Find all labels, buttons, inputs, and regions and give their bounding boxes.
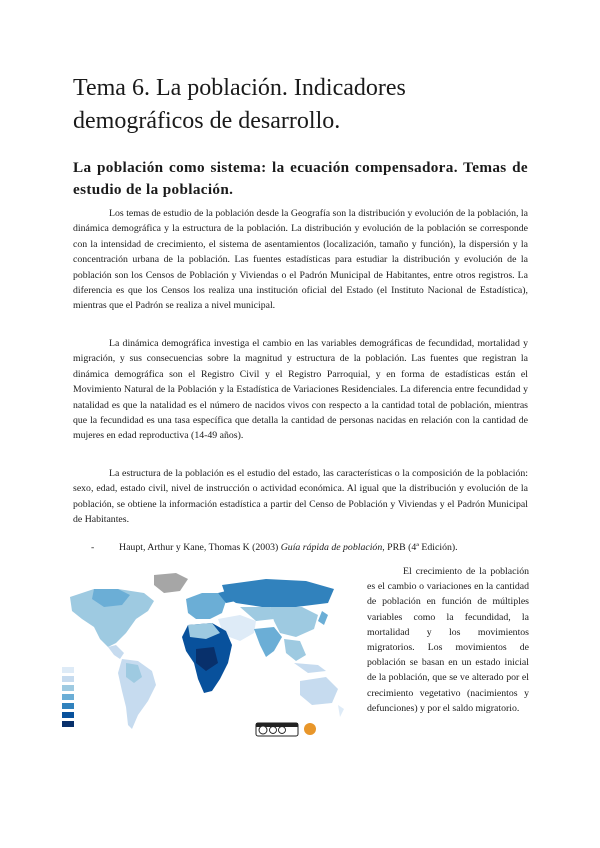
section-subtitle: La población como sistema: la ecuación compensadora. Temas de estudio de la población. [73, 159, 528, 198]
reference-publisher: , PRB (4ª Edición). [382, 542, 458, 553]
publisher-logo [304, 723, 316, 735]
reference-bullet: - [91, 542, 95, 553]
paragraph-distribution: Los temas de estudio de la población desde la Geografía son la distribución y evolución de la población, la dinámica demográfica y la estructura de la población. La distribución y evolución de la población se corresponde con la intensidad de crecimiento, el sistema de asentamientos (localización, tamaño y función), la dispersión y la concentración urbana de la población. Las fuentes estadísticas para estudiar la distribución y evolución de la población son los Censos de Población y Viviendas o el Padrón Municipal de Habitantes, entre otros registros. La diferencia es que los Censos los realiza una institución oficial del Estado (el Instituto Nacional de Estadística), mientras que el Padrón se realiza a nivel municipal. [73, 208, 528, 312]
reference-authors: Haupt, Arthur y Kane, Thomas K (2003) [119, 542, 281, 553]
by-icon [270, 727, 277, 734]
paragraph-structure: La estructura de la población es el estudio del estado, las características o la composición de la población: sexo, edad, estado civil, nivel de instrucción o actividad económica. Al igual que la distribución y evolución de la población, se obtiene la información estadística a partir del Censo de Población y Viviendas y el Padrón Municipal de Habitantes. [73, 468, 528, 526]
growth-paragraph: El crecimiento de la población es el cambio o variaciones en la cantidad de población en función de múltiples variables como la fecundidad, la mortalidad y los movimientos migratorios. Los movimientos de población se basan en un estado inicial de la población, que se ve alterado por el crecimiento vegetativo (nacimientos y defunciones) y por el saldo migratorio. [367, 566, 529, 714]
legend-swatch-2 [62, 676, 74, 682]
paragraph-dynamics: La dinámica demográfica investiga el cambio en las variables demográficas de fecundidad, mortalidad y migración, y sus consecuencias sobre la magnitud y estructura de la población. Las fuentes que registran la dinámica demográfica son el Registro Civil y el Registro Parroquial, y en forma de estadísticas están el Movimiento Natural de la Población y la Estadística de Variaciones Residenciales. La diferencia entre fecundidad y natalidad es que la natalidad es el número de nacidos vivos con respecto a la cantidad total de población, mientras que la fecundidad es una tasa específica que detalla la cantidad de personas nacidas en relación con la cantidad de mujeres en edad reproductiva (14-49 años). [73, 338, 528, 442]
legend-swatch-5 [62, 703, 74, 709]
legend-swatch-6 [62, 712, 74, 718]
reference-work: Guía rápida de población [280, 542, 383, 553]
cc-icon [259, 726, 267, 734]
logo-icon [304, 723, 316, 735]
mortality-world-map [56, 567, 346, 752]
sa-icon [279, 727, 286, 734]
page-title: Tema 6. La población. Indicadores demográficos de desarrollo. [73, 75, 406, 134]
legend-swatch-1 [62, 667, 74, 673]
legend-swatch-7 [62, 721, 74, 727]
legend-swatch-4 [62, 694, 74, 700]
legend-swatch-3 [62, 685, 74, 691]
cc-license-badge [256, 723, 298, 736]
map-legend [62, 667, 74, 727]
reference-citation [91, 540, 528, 555]
